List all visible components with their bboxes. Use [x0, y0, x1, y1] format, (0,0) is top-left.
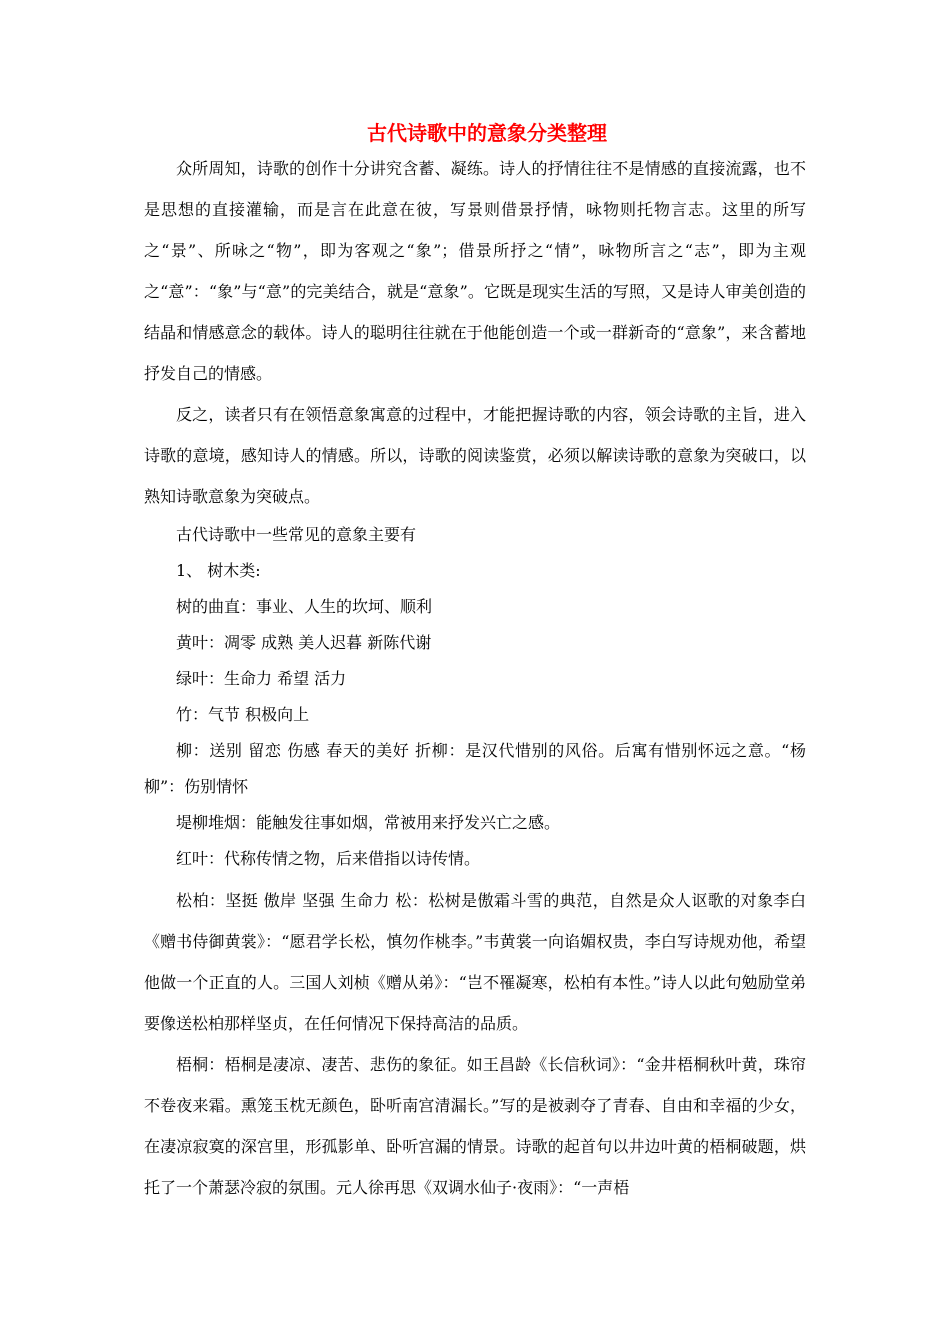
document-title: 古代诗歌中的意象分类整理 [367, 121, 607, 145]
imagery-item-willow: 柳：送别 留恋 伤感 春天的美好 折柳：是汉代惜别的风俗。后寓有惜别怀远之意。“杨柳”：伤别情怀 [144, 741, 806, 796]
imagery-item: 红叶：代称传情之物，后来借指以诗传情。 [176, 849, 481, 868]
imagery-item: 堤柳堆烟：能触发往事如烟，常被用来抒发兴亡之感。 [176, 813, 561, 832]
imagery-item: 树的曲直：事业、人生的坎坷、顺利 [176, 597, 433, 616]
imagery-item-pine-cypress: 松柏：坚挺 傲岸 坚强 生命力 松：松树是傲霜斗雪的典范，自然是众人讴歌的对象李白《赠书侍御黄裳》：“愿君学长松，慎勿作桃李。”韦黄裳一向谄媚权贵，李白写诗规劝他，希望他做一个正直的人。三国人刘桢《赠从弟》：“岂不罹凝寒，松柏有本性。”诗人以此句勉励堂弟要像送松柏那样坚贞，在任何情况下保持高洁的品质。 [144, 891, 806, 1033]
imagery-item: 绿叶：生命力 希望 活力 [176, 669, 347, 688]
intro-paragraph-1: 众所周知，诗歌的创作十分讲究含蓄、凝练。诗人的抒情往往不是情感的直接流露，也不是思想的直接灌输，而是言在此意在彼，写景则借景抒情，咏物则托物言志。这里的所写之“景”、所咏之“物”，即为客观之“象”；借景所抒之“情”，咏物所言之“志”，即为主观之“意”：“象”与“意”的完美结合，就是“意象”。它既是现实生活的写照，又是诗人审美创造的结晶和情感意念的载体。诗人的聪明往往就在于他能创造一个或一群新奇的“意象”，来含蓄地抒发自己的情感。 [144, 159, 806, 383]
imagery-item: 竹：气节 积极向上 [176, 705, 310, 724]
lead-paragraph: 古代诗歌中一些常见的意象主要有 [176, 525, 417, 544]
section-heading-trees: 1、 树木类: [176, 561, 261, 580]
intro-paragraph-2: 反之，读者只有在领悟意象寓意的过程中，才能把握诗歌的内容，领会诗歌的主旨，进入诗歌的意境，感知诗人的情感。所以，诗歌的阅读鉴赏，必须以解读诗歌的意象为突破口，以熟知诗歌意象为突破点。 [144, 405, 806, 506]
imagery-item-wutong: 梧桐：梧桐是凄凉、凄苦、悲伤的象征。如王昌龄《长信秋词》：“金井梧桐秋叶黄，珠帘不卷夜来霜。熏笼玉枕无颜色，卧听南宫清漏长。”写的是被剥夺了青春、自由和幸福的少女，在凄凉寂寞的深宫里，形孤影单、卧听宫漏的情景。诗歌的起首句以井边叶黄的梧桐破题，烘托了一个萧瑟冷寂的氛围。元人徐再思《双调水仙子·夜雨》：“一声梧 [144, 1055, 806, 1197]
imagery-item: 黄叶：凋零 成熟 美人迟暮 新陈代谢 [176, 633, 432, 652]
document-page [144, 118, 806, 1208]
